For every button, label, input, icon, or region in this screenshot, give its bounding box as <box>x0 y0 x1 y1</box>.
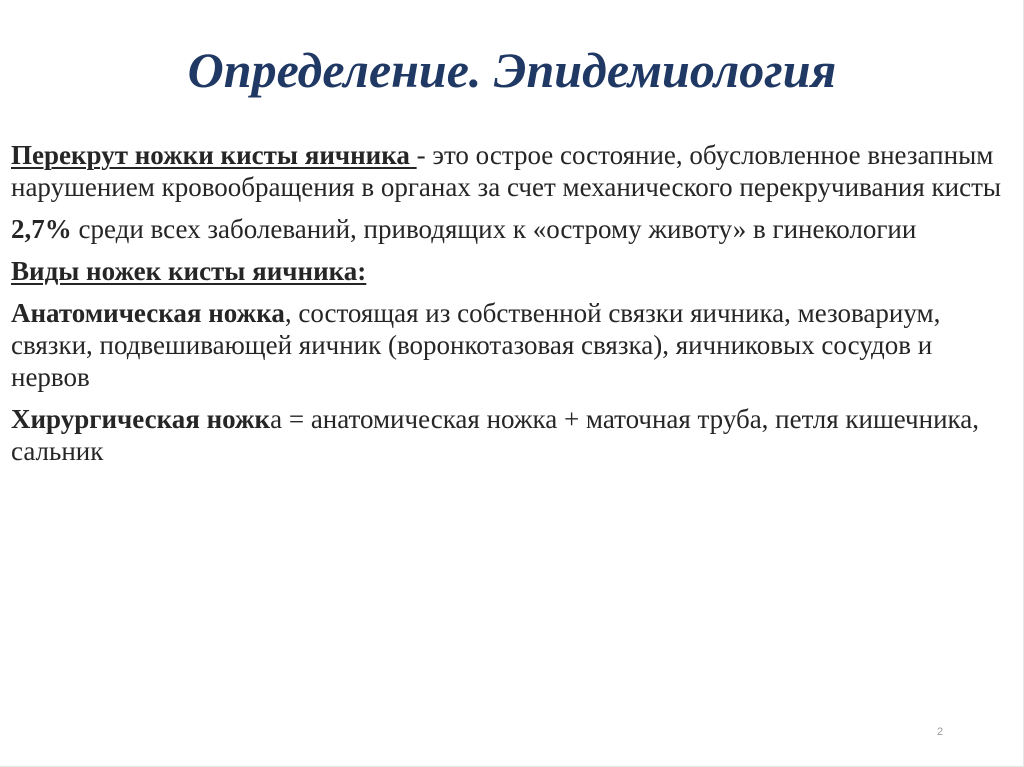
definition-text: - это острое состояние, обусловленное внезапным нарушением кровообращения в органах за счет механического перекручивания кисты <box>11 140 1002 202</box>
definition-paragraph <box>11 139 1011 203</box>
epidemiology-stat: 2,7% <box>11 214 72 244</box>
epidemiology-text: среди всех заболеваний, приводящих к «острому животу» в гинекологии <box>71 214 917 244</box>
surgical-pedicle-text: а = анатомическая ножка + маточная труба, петля кишечника, сальник <box>11 404 979 466</box>
epidemiology-paragraph <box>11 213 1011 245</box>
page-number: 2 <box>936 726 944 738</box>
anatomical-pedicle-paragraph <box>11 297 1011 393</box>
surgical-pedicle-term: Хирургическая ножк <box>11 404 271 434</box>
slide-title: Определение. Эпидемиология <box>187 42 837 98</box>
slide-body <box>11 139 1011 477</box>
surgical-pedicle-paragraph <box>11 403 1011 467</box>
types-heading-paragraph <box>11 255 1011 287</box>
anatomical-pedicle-term: Анатомическая ножка <box>11 298 285 328</box>
definition-term: Перекрут ножки кисты яичника <box>11 140 417 170</box>
anatomical-pedicle-text: , состоящая из собственной связки яичника, мезовариум, связки, подвешивающей яичник (воронкотазовая связка), яичниковых сосудов и нервов <box>11 298 941 392</box>
types-heading: Виды ножек кисты яичника: <box>11 256 367 286</box>
